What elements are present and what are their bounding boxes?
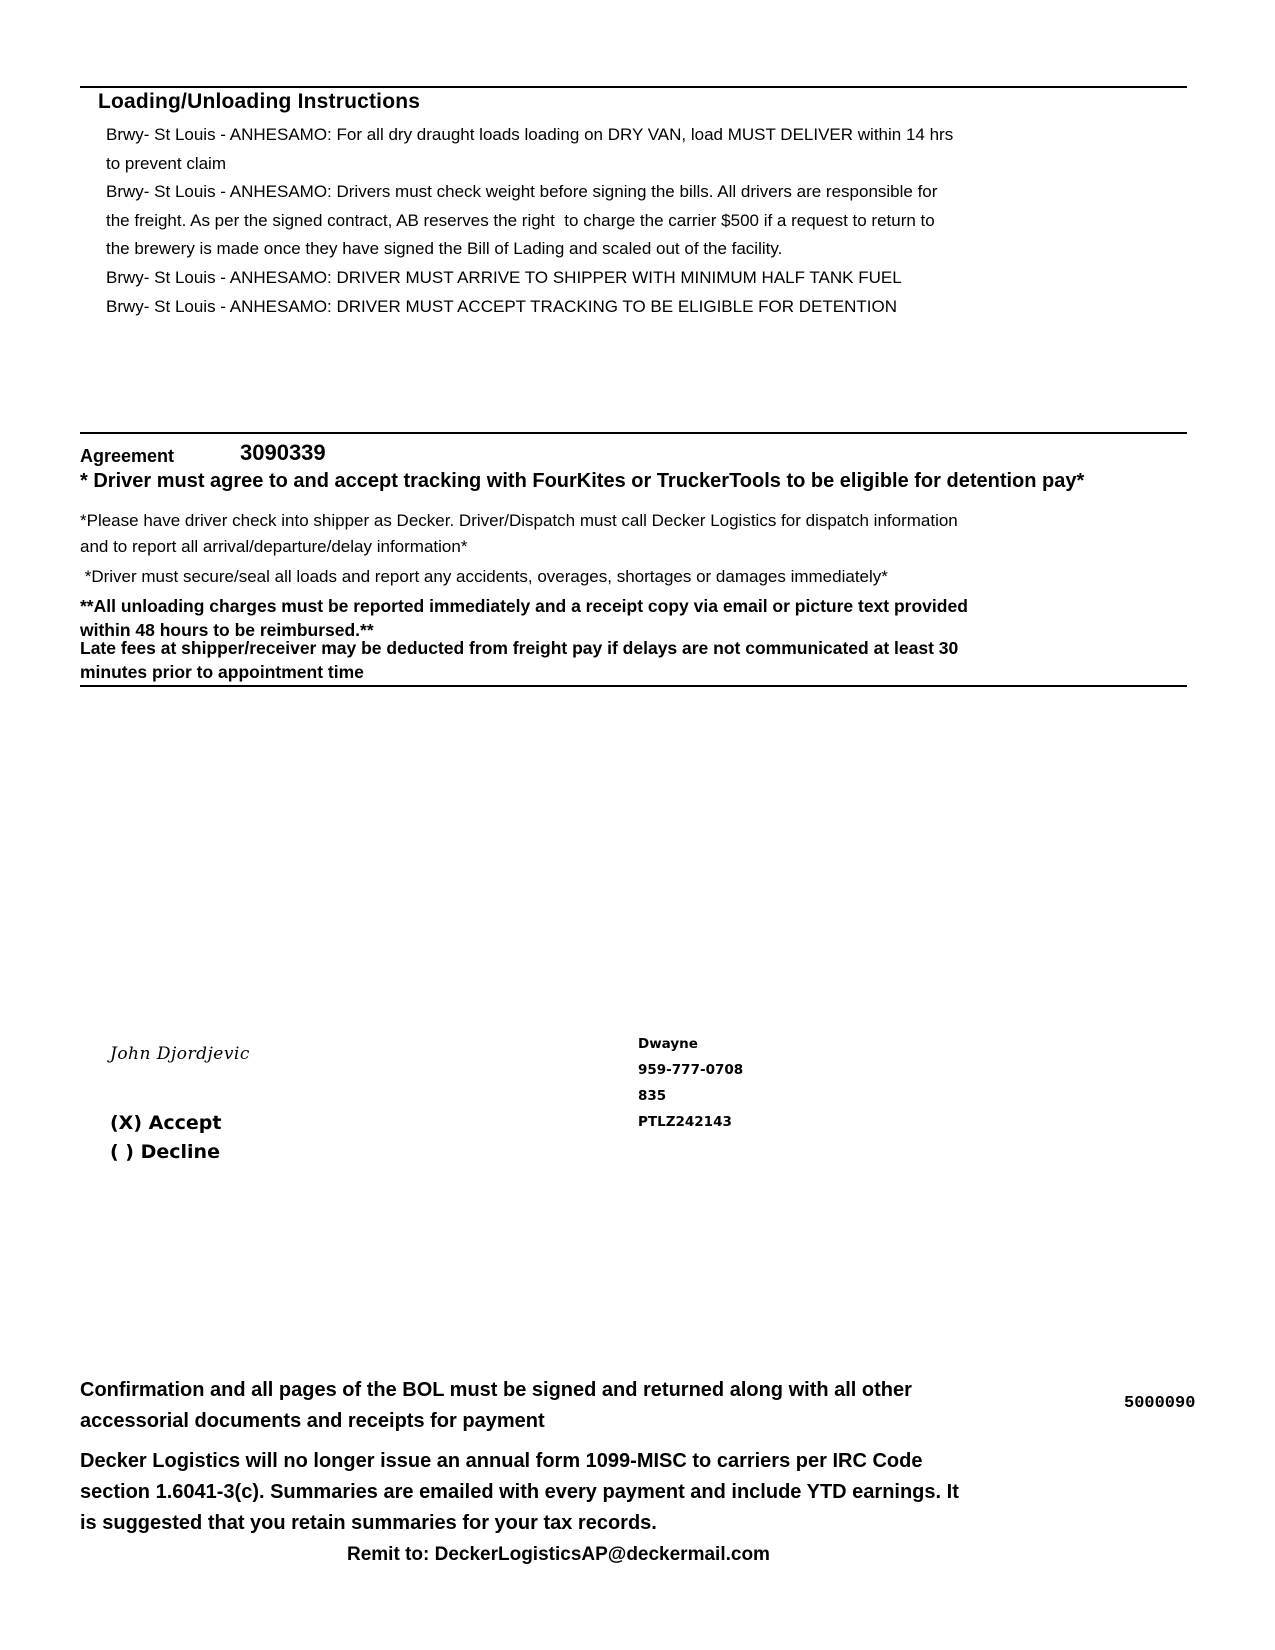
loading-instructions-title: Loading/Unloading Instructions — [98, 90, 421, 113]
loading-instructions-section — [98, 90, 1178, 321]
tracking-notice: * Driver must agree to and accept tracking with FourKites or TruckerTools to be eligible for detention pay* — [80, 470, 1085, 492]
instruction-item: Brwy- St Louis - ANHESAMO: DRIVER MUST ARRIVE TO SHIPPER WITH MINIMUM HALF TANK FUEL — [106, 267, 902, 287]
decline-option[interactable]: ( ) Decline — [110, 1141, 220, 1163]
signature: John Djordjevic — [110, 1044, 250, 1064]
agreement-number: 3090339 — [240, 440, 326, 465]
bol-note: Confirmation and all pages of the BOL must be signed and returned along with all other accessorial documents and receipts for payment — [80, 1379, 912, 1432]
remit-to-line: Remit to: DeckerLogisticsAP@deckermail.com — [347, 1544, 770, 1565]
instruction-item: Brwy- St Louis - ANHESAMO: DRIVER MUST ACCEPT TRACKING TO BE ELIGIBLE FOR DETENTION — [106, 296, 897, 316]
truck-number: 835 — [638, 1088, 667, 1104]
secure-note: *Driver must secure/seal all loads and report any accidents, overages, shortages or damages immediately* — [80, 567, 888, 586]
trailer-number: PTLZ242143 — [638, 1114, 732, 1130]
driver-phone: 959-777-0708 — [638, 1062, 744, 1078]
instruction-item: Brwy- St Louis - ANHESAMO: For all dry draught loads loading on DRY VAN, load MUST DELIVER within 14 hrs to prevent claim — [106, 125, 954, 173]
checkin-note: *Please have driver check into shipper as Decker. Driver/Dispatch must call Decker Logistics for dispatch information and to report all arrival/departure/delay information* — [80, 511, 958, 556]
document-code: 5000090 — [1124, 1394, 1196, 1413]
agreement-label: Agreement — [80, 446, 175, 466]
accept-option[interactable]: (X) Accept — [110, 1112, 222, 1134]
tax-note: Decker Logistics will no longer issue an annual form 1099-MISC to carriers per IRC Code section 1.6041-3(c). Summaries are emailed with every payment and include YTD earnings. It is suggested that you retain summaries for your tax records. — [80, 1450, 959, 1534]
driver-name: Dwayne — [638, 1036, 698, 1052]
unloading-charges-note: **All unloading charges must be reported immediately and a receipt copy via email or picture text provided within 48 hours to be reimbursed.** — [80, 596, 968, 640]
top-divider — [80, 86, 1187, 88]
instruction-item: Brwy- St Louis - ANHESAMO: Drivers must check weight before signing the bills. All drivers are responsible for the freight. As per the signed contract, AB reserves the right to charge the carrier $500 if a request to return to the brewery is made once they have signed the Bill of Lading and scaled out of the facility. — [106, 182, 938, 259]
agreement-top-divider — [80, 432, 1187, 434]
agreement-bottom-divider — [80, 685, 1187, 687]
late-fees-note: Late fees at shipper/receiver may be deducted from freight pay if delays are not communicated at least 30 minutes prior to appointment time — [80, 638, 959, 682]
